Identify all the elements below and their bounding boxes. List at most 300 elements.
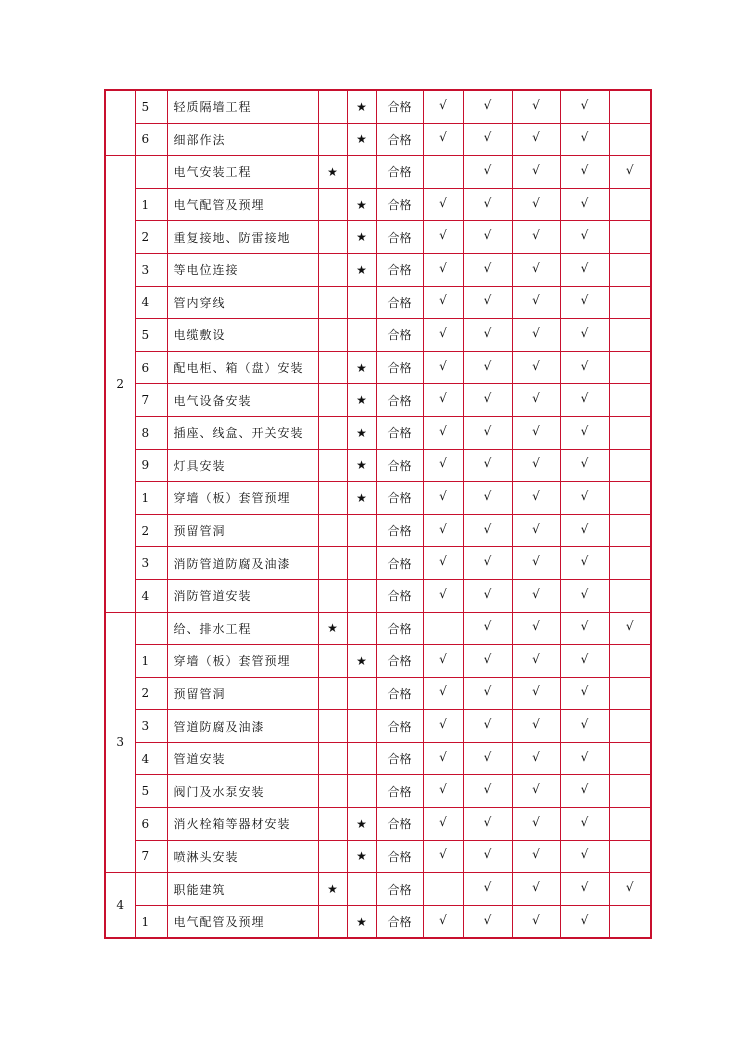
check-cell: [463, 253, 512, 286]
check-cell: [463, 482, 512, 515]
checkmark: √: [580, 912, 589, 927]
check-cell: [609, 351, 651, 384]
item-name-cell: 等电位连接: [167, 253, 318, 286]
result-cell: 合格: [376, 90, 423, 123]
checkmark: √: [532, 391, 540, 406]
item-name-cell: 消防管道防腐及油漆: [167, 547, 318, 580]
result-cell: 合格: [376, 808, 423, 841]
item-name-cell: 电气配管及预埋: [167, 188, 318, 221]
check-cell: [463, 449, 512, 482]
check-cell: [423, 253, 463, 286]
check-cell: [560, 742, 609, 775]
check-cell: [463, 677, 512, 710]
check-cell: [423, 612, 463, 645]
check-cell: [512, 905, 560, 938]
checkmark: √: [483, 97, 492, 112]
check-cell: [609, 547, 651, 580]
item-name-cell: 电气设备安装: [167, 384, 318, 417]
key-item-star-cell: [318, 286, 347, 319]
check-cell: [609, 808, 651, 841]
key-item-star-cell: [347, 579, 376, 612]
key-item-star-cell: [318, 416, 347, 449]
key-item-star-cell: [347, 286, 376, 319]
key-item-star-cell: [318, 90, 347, 123]
checkmark: √: [532, 456, 540, 471]
key-item-star-cell: [318, 808, 347, 841]
check-cell: [463, 905, 512, 938]
check-cell: [609, 482, 651, 515]
check-cell: [423, 123, 463, 156]
checkmark: √: [580, 228, 589, 243]
inspection-table: [104, 89, 652, 939]
check-cell: [463, 547, 512, 580]
checkmark: √: [439, 456, 447, 471]
item-name-cell: 轻质隔墙工程: [167, 90, 318, 123]
check-cell: [423, 90, 463, 123]
key-item-star-cell: [318, 840, 347, 873]
checkmark: √: [439, 228, 447, 243]
table-row: [105, 905, 651, 938]
checkmark: √: [580, 619, 589, 634]
check-cell: [560, 873, 609, 906]
check-cell: [560, 905, 609, 938]
key-item-star-cell: [318, 514, 347, 547]
checkmark: √: [439, 847, 447, 862]
checkmark: √: [532, 423, 540, 438]
key-item-star-cell: [318, 188, 347, 221]
check-cell: [423, 188, 463, 221]
checkmark: √: [532, 521, 540, 536]
checkmark: √: [580, 260, 589, 275]
check-cell: [560, 840, 609, 873]
checkmark: √: [439, 814, 447, 829]
check-cell: [423, 808, 463, 841]
item-number-cell: 3: [135, 547, 167, 580]
check-cell: [512, 188, 560, 221]
check-cell: [512, 351, 560, 384]
table-row: [105, 514, 651, 547]
key-item-star-cell: ★: [347, 253, 376, 286]
table-row: [105, 677, 651, 710]
check-cell: [423, 319, 463, 352]
key-item-star-cell: [318, 221, 347, 254]
check-cell: [609, 319, 651, 352]
item-name-cell: 预留管洞: [167, 677, 318, 710]
table-row: [105, 253, 651, 286]
check-cell: [609, 579, 651, 612]
check-cell: [423, 384, 463, 417]
checkmark: √: [439, 488, 447, 503]
item-name-cell: 穿墙（板）套管预埋: [167, 645, 318, 678]
checkmark: √: [580, 717, 589, 732]
checkmark: √: [483, 293, 492, 308]
check-cell: [423, 482, 463, 515]
key-item-star-cell: ★: [318, 156, 347, 189]
check-cell: [560, 90, 609, 123]
check-cell: [609, 188, 651, 221]
key-item-star-cell: [318, 253, 347, 286]
check-cell: [423, 221, 463, 254]
table-row: [105, 123, 651, 156]
table-row: [105, 416, 651, 449]
table-row: [105, 742, 651, 775]
result-cell: 合格: [376, 123, 423, 156]
checkmark: √: [483, 554, 492, 569]
checkmark: √: [580, 391, 589, 406]
checkmark: √: [439, 130, 447, 145]
table-row: [105, 710, 651, 743]
checkmark: √: [532, 749, 540, 764]
key-item-star-cell: ★: [347, 351, 376, 384]
check-cell: [463, 123, 512, 156]
checkmark: √: [625, 619, 634, 634]
check-cell: [512, 547, 560, 580]
item-name-cell: 细部作法: [167, 123, 318, 156]
checkmark: √: [532, 782, 540, 797]
checkmark: √: [483, 912, 492, 927]
key-item-star-cell: ★: [347, 808, 376, 841]
check-cell: [423, 873, 463, 906]
check-cell: [463, 286, 512, 319]
checkmark: √: [483, 749, 492, 764]
key-item-star-cell: [318, 677, 347, 710]
check-cell: [463, 384, 512, 417]
check-cell: [423, 286, 463, 319]
check-cell: [560, 808, 609, 841]
checkmark: √: [580, 651, 589, 666]
checkmark: √: [580, 782, 589, 797]
table-row: [105, 90, 651, 123]
item-number-cell: 6: [135, 351, 167, 384]
check-cell: [560, 319, 609, 352]
checkmark: √: [532, 684, 540, 699]
check-cell: [560, 123, 609, 156]
checkmark: √: [580, 325, 589, 340]
checkmark: √: [439, 358, 447, 373]
item-number-cell: 5: [135, 775, 167, 808]
key-item-star-cell: ★: [347, 221, 376, 254]
check-cell: [512, 221, 560, 254]
item-number-cell: 7: [135, 840, 167, 873]
table-row: [105, 579, 651, 612]
checkmark: √: [439, 651, 447, 666]
check-cell: [609, 384, 651, 417]
checkmark: √: [532, 619, 540, 634]
table-row: [105, 221, 651, 254]
checkmark: √: [625, 162, 634, 177]
result-cell: 合格: [376, 547, 423, 580]
check-cell: [609, 221, 651, 254]
checkmark: √: [483, 782, 492, 797]
key-item-star-cell: [347, 319, 376, 352]
check-cell: [609, 156, 651, 189]
check-cell: [463, 808, 512, 841]
check-cell: [512, 253, 560, 286]
checkmark: √: [532, 97, 540, 112]
check-cell: [560, 645, 609, 678]
checkmark: √: [439, 684, 447, 699]
result-cell: 合格: [376, 286, 423, 319]
checkmark: √: [532, 488, 540, 503]
checkmark: √: [580, 195, 589, 210]
checkmark: √: [532, 195, 540, 210]
check-cell: [609, 742, 651, 775]
checkmark: √: [532, 260, 540, 275]
check-cell: [609, 775, 651, 808]
check-cell: [463, 156, 512, 189]
key-item-star-cell: [318, 449, 347, 482]
item-number-cell: 1: [135, 645, 167, 678]
check-cell: [423, 547, 463, 580]
check-cell: [512, 710, 560, 743]
key-item-star-cell: [347, 742, 376, 775]
key-item-star-cell: [347, 873, 376, 906]
check-cell: [560, 514, 609, 547]
result-cell: 合格: [376, 156, 423, 189]
checkmark: √: [483, 195, 492, 210]
check-cell: [512, 482, 560, 515]
item-name-cell: 喷淋头安装: [167, 840, 318, 873]
check-cell: [463, 188, 512, 221]
checkmark: √: [580, 162, 589, 177]
check-cell: [423, 351, 463, 384]
result-cell: 合格: [376, 579, 423, 612]
check-cell: [423, 775, 463, 808]
check-cell: [609, 286, 651, 319]
item-number-cell: 7: [135, 384, 167, 417]
key-item-star-cell: ★: [318, 612, 347, 645]
key-item-star-cell: ★: [318, 873, 347, 906]
checkmark: √: [483, 325, 492, 340]
table-row: [105, 775, 651, 808]
check-cell: [512, 514, 560, 547]
check-cell: [512, 286, 560, 319]
checkmark: √: [439, 912, 447, 927]
result-cell: 合格: [376, 449, 423, 482]
item-name-cell: 管道防腐及油漆: [167, 710, 318, 743]
key-item-star-cell: [347, 547, 376, 580]
item-number-cell: [135, 873, 167, 906]
checkmark: √: [532, 130, 540, 145]
key-item-star-cell: [318, 351, 347, 384]
item-name-cell: 职能建筑: [167, 873, 318, 906]
check-cell: [463, 579, 512, 612]
check-cell: [560, 156, 609, 189]
result-cell: 合格: [376, 221, 423, 254]
result-cell: 合格: [376, 645, 423, 678]
item-name-cell: 阀门及水泵安装: [167, 775, 318, 808]
check-cell: [560, 677, 609, 710]
check-cell: [560, 253, 609, 286]
key-item-star-cell: [318, 742, 347, 775]
check-cell: [423, 677, 463, 710]
check-cell: [609, 677, 651, 710]
check-cell: [423, 742, 463, 775]
table-row: [105, 873, 651, 906]
table-row: [105, 351, 651, 384]
check-cell: [560, 351, 609, 384]
checkmark: √: [532, 651, 540, 666]
checkmark: √: [483, 162, 492, 177]
item-name-cell: 灯具安装: [167, 449, 318, 482]
result-cell: 合格: [376, 775, 423, 808]
item-name-cell: 配电柜、箱（盘）安装: [167, 351, 318, 384]
table-row: [105, 319, 651, 352]
check-cell: [512, 742, 560, 775]
checkmark: √: [580, 97, 589, 112]
check-cell: [609, 905, 651, 938]
item-number-cell: 6: [135, 123, 167, 156]
checkmark: √: [532, 228, 540, 243]
key-item-star-cell: ★: [347, 905, 376, 938]
check-cell: [423, 156, 463, 189]
check-cell: [463, 416, 512, 449]
key-item-star-cell: [318, 905, 347, 938]
check-cell: [423, 514, 463, 547]
checkmark: √: [580, 814, 589, 829]
check-cell: [423, 579, 463, 612]
item-number-cell: 6: [135, 808, 167, 841]
table-row: [105, 840, 651, 873]
item-number-cell: 8: [135, 416, 167, 449]
check-cell: [609, 645, 651, 678]
check-cell: [463, 90, 512, 123]
check-cell: [512, 416, 560, 449]
checkmark: √: [580, 847, 589, 862]
checkmark: √: [580, 488, 589, 503]
checkmark: √: [483, 260, 492, 275]
result-cell: 合格: [376, 905, 423, 938]
checkmark: √: [439, 554, 447, 569]
check-cell: [560, 482, 609, 515]
check-cell: [512, 449, 560, 482]
result-cell: 合格: [376, 319, 423, 352]
key-item-star-cell: ★: [347, 840, 376, 873]
checkmark: √: [483, 423, 492, 438]
check-cell: [512, 775, 560, 808]
key-item-star-cell: ★: [347, 449, 376, 482]
table-row: [105, 156, 651, 189]
checkmark: √: [483, 456, 492, 471]
item-name-cell: 管内穿线: [167, 286, 318, 319]
check-cell: [560, 384, 609, 417]
table-row: [105, 449, 651, 482]
checkmark: √: [483, 684, 492, 699]
checkmark: √: [439, 293, 447, 308]
check-cell: [463, 775, 512, 808]
table-row: [105, 384, 651, 417]
check-cell: [609, 90, 651, 123]
checkmark: √: [580, 586, 589, 601]
key-item-star-cell: [318, 645, 347, 678]
checkmark: √: [532, 814, 540, 829]
result-cell: 合格: [376, 384, 423, 417]
check-cell: [463, 612, 512, 645]
check-cell: [423, 449, 463, 482]
check-cell: [609, 253, 651, 286]
checkmark: √: [483, 651, 492, 666]
checkmark: √: [439, 195, 447, 210]
check-cell: [560, 775, 609, 808]
check-cell: [560, 710, 609, 743]
checkmark: √: [580, 684, 589, 699]
check-cell: [512, 579, 560, 612]
checkmark: √: [580, 880, 589, 895]
item-name-cell: 重复接地、防雷接地: [167, 221, 318, 254]
item-number-cell: 4: [135, 742, 167, 775]
checkmark: √: [483, 880, 492, 895]
item-name-cell: 电气安装工程: [167, 156, 318, 189]
check-cell: [463, 319, 512, 352]
check-cell: [512, 808, 560, 841]
check-cell: [423, 840, 463, 873]
key-item-star-cell: [347, 677, 376, 710]
key-item-star-cell: ★: [347, 384, 376, 417]
checkmark: √: [483, 814, 492, 829]
check-cell: [512, 645, 560, 678]
item-name-cell: 预留管洞: [167, 514, 318, 547]
check-cell: [512, 123, 560, 156]
key-item-star-cell: [318, 319, 347, 352]
check-cell: [512, 873, 560, 906]
check-cell: [560, 612, 609, 645]
checkmark: √: [580, 554, 589, 569]
checkmark: √: [580, 293, 589, 308]
checkmark: √: [483, 391, 492, 406]
table-row: [105, 612, 651, 645]
key-item-star-cell: ★: [347, 416, 376, 449]
check-cell: [609, 840, 651, 873]
group-number-cell: 4: [105, 873, 135, 939]
item-name-cell: 管道安装: [167, 742, 318, 775]
check-cell: [463, 221, 512, 254]
checkmark: √: [439, 260, 447, 275]
key-item-star-cell: ★: [347, 482, 376, 515]
check-cell: [560, 449, 609, 482]
item-number-cell: [135, 612, 167, 645]
checkmark: √: [439, 391, 447, 406]
check-cell: [463, 742, 512, 775]
key-item-star-cell: [347, 156, 376, 189]
key-item-star-cell: ★: [347, 123, 376, 156]
checkmark: √: [439, 586, 447, 601]
table-row: [105, 188, 651, 221]
checkmark: √: [532, 293, 540, 308]
item-name-cell: 穿墙（板）套管预埋: [167, 482, 318, 515]
item-name-cell: 消防管道安装: [167, 579, 318, 612]
checkmark: √: [580, 456, 589, 471]
item-name-cell: 插座、线盒、开关安装: [167, 416, 318, 449]
item-number-cell: 5: [135, 319, 167, 352]
check-cell: [512, 156, 560, 189]
checkmark: √: [532, 358, 540, 373]
item-number-cell: 2: [135, 221, 167, 254]
item-number-cell: 5: [135, 90, 167, 123]
checkmark: √: [580, 130, 589, 145]
key-item-star-cell: [318, 123, 347, 156]
check-cell: [560, 416, 609, 449]
result-cell: 合格: [376, 253, 423, 286]
group-number-cell: 3: [105, 612, 135, 873]
check-cell: [512, 840, 560, 873]
result-cell: 合格: [376, 351, 423, 384]
checkmark: √: [439, 717, 447, 732]
check-cell: [609, 514, 651, 547]
item-number-cell: [135, 156, 167, 189]
check-cell: [423, 905, 463, 938]
check-cell: [560, 547, 609, 580]
result-cell: 合格: [376, 742, 423, 775]
